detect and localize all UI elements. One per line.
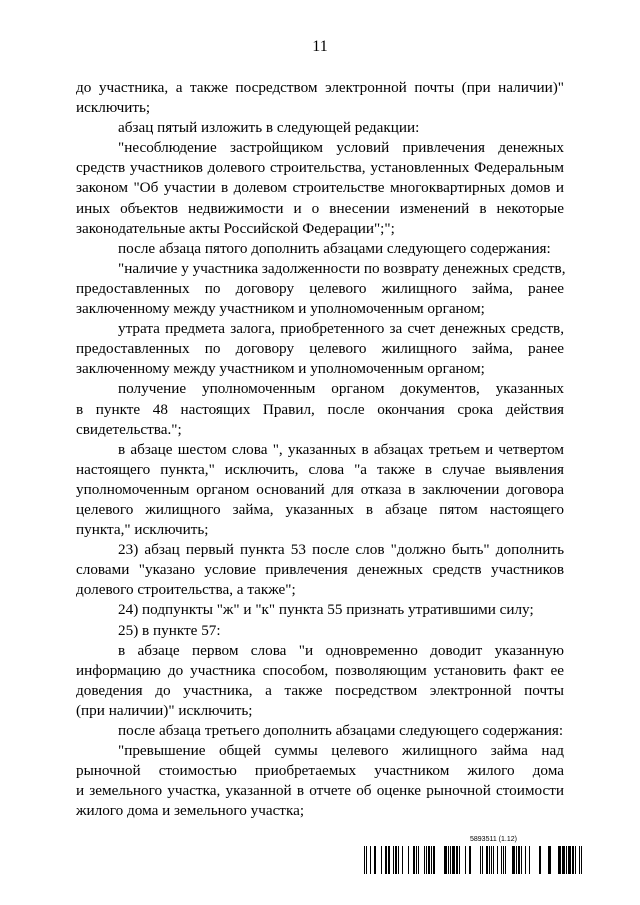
barcode-bar xyxy=(525,846,526,874)
text-line: исключить; xyxy=(76,99,151,117)
text-line: 24) подпункты "ж" и "к" пункта 55 признать утратившими силу; xyxy=(118,601,534,619)
text-line: пункта," исключить; xyxy=(76,521,209,539)
barcode-bar xyxy=(493,846,494,874)
text-line: доведения до участника, а также посредством электронной почты xyxy=(76,681,564,699)
barcode-bar xyxy=(568,846,571,874)
text-line: до участника, а также посредством электронной почты (при наличии)" xyxy=(76,79,564,96)
text-line: в пункте 48 настоящих Правил, после окончания срока действия xyxy=(76,400,564,418)
text-line: словами "указано условие привлечения денежных средств участников xyxy=(76,561,564,579)
text-line: получение уполномоченным органом документов, указанных xyxy=(118,380,564,398)
barcode-bar xyxy=(388,846,390,874)
text-line: предоставленных по договору целевого жилищного займа, ранее xyxy=(76,340,564,358)
barcode-bar xyxy=(581,846,582,874)
text-line: "превышение общей суммы целевого жилищного займа над xyxy=(118,742,564,760)
text-line: 25) в пункте 57: xyxy=(118,621,221,639)
barcode-bar xyxy=(575,846,576,874)
barcode-bar xyxy=(572,846,574,874)
text-line: рыночной стоимостью приобретаемых участником жилого дома xyxy=(76,762,564,780)
text-line: заключенному между участником и уполномоченным органом; xyxy=(76,300,485,318)
text-line: свидетельства."; xyxy=(76,420,182,438)
barcode-bar xyxy=(505,846,506,874)
barcode-bar xyxy=(465,846,466,874)
barcode-bar xyxy=(433,846,435,874)
barcode-bar xyxy=(521,846,522,874)
barcode-bar xyxy=(566,846,567,874)
barcode-bar xyxy=(497,846,498,874)
text-line: "наличие у участника задолженности по возврату денежных средств, xyxy=(118,259,566,277)
barcode-bar xyxy=(374,846,376,874)
barcode-bar xyxy=(459,846,460,874)
barcode-bar xyxy=(469,846,471,874)
barcode-bar xyxy=(381,846,382,874)
barcode-bar xyxy=(489,846,490,874)
barcode-bar xyxy=(398,846,399,874)
barcode-bar xyxy=(424,846,425,874)
text-line: средств участников долевого строительства, установленных Федеральным xyxy=(76,159,564,177)
text-line: иных объектов недвижимости и о внесении изменений в некоторые xyxy=(76,199,564,217)
barcode-bar xyxy=(370,846,371,874)
barcode-bar xyxy=(482,846,483,874)
barcode-bar xyxy=(512,846,515,874)
text-line: законом "Об участии в долевом строительстве многоквартирных домов и xyxy=(76,179,564,197)
barcode-bar xyxy=(539,846,541,874)
text-line: уполномоченным органом оснований для отказа в заключении договора xyxy=(76,480,564,498)
barcode-bar xyxy=(450,846,451,874)
barcode-bar xyxy=(395,846,397,874)
barcode-bar xyxy=(503,846,504,874)
barcode-bar xyxy=(385,846,387,874)
barcode-bar xyxy=(486,846,488,874)
text-line: "несоблюдение застройщиком условий привлечения денежных xyxy=(118,139,564,157)
barcode-bar xyxy=(416,846,417,874)
barcode-bar xyxy=(402,846,403,874)
text-line: 23) абзац первый пункта 53 после слов "должно быть" дополнить xyxy=(118,541,564,559)
barcode-bar xyxy=(562,846,565,874)
barcode-bar xyxy=(480,846,481,874)
text-line: (при наличии)" исключить; xyxy=(76,701,253,719)
barcode-bar xyxy=(413,846,415,874)
barcode-bar xyxy=(491,846,492,874)
barcode-bar xyxy=(393,846,394,874)
barcode-bar xyxy=(426,846,427,874)
page-number: 11 xyxy=(312,38,328,55)
text-line: утрата предмета залога, приобретенного за счет денежных средств, xyxy=(118,320,564,338)
text-line: долевого строительства, а также"; xyxy=(76,581,296,599)
barcode-image xyxy=(362,846,588,874)
barcode-bar xyxy=(418,846,419,874)
barcode-bar xyxy=(501,846,502,874)
barcode-number: 5893511 (1.12) xyxy=(470,836,517,843)
barcode-bar xyxy=(529,846,530,874)
text-line: после абзаца пятого дополнить абзацами следующего содержания: xyxy=(118,239,551,257)
barcode-bar xyxy=(364,846,365,874)
text-line: и земельного участка, указанной в отчете об оценке рыночной стоимости xyxy=(76,782,564,800)
text-line: заключенному между участником и уполномоченным органом; xyxy=(76,360,485,378)
text-line: информацию до участника способом, позволяющим установить факт ее xyxy=(76,661,564,679)
text-line: настоящего пункта," исключить, слова "а также в случае выявления xyxy=(76,460,564,478)
text-line: абзац пятый изложить в следующей редакции: xyxy=(118,119,420,137)
barcode-bar xyxy=(558,846,561,874)
text-line: законодательные акты Российской Федерации";"; xyxy=(76,219,395,237)
barcode-bar xyxy=(452,846,455,874)
barcode-bar xyxy=(448,846,449,874)
barcode-bar xyxy=(518,846,520,874)
text-line: после абзаца третьего дополнить абзацами следующего содержания: xyxy=(118,722,564,739)
text-line: в абзаце первом слова "и одновременно доводит указанную xyxy=(118,641,564,659)
barcode-bar xyxy=(428,846,430,874)
barcode-bar xyxy=(431,846,432,874)
barcode-bar xyxy=(579,846,580,874)
barcode-bar xyxy=(408,846,409,874)
text-line: предоставленных по договору целевого жилищного займа, ранее xyxy=(76,279,564,297)
document-body xyxy=(76,78,564,821)
barcode-bar xyxy=(366,846,367,874)
barcode-bar xyxy=(548,846,551,874)
text-line: целевого жилищного займа, указанных в абзаце пятом настоящего xyxy=(76,500,564,518)
text-line: в абзаце шестом слова ", указанных в абзацах третьем и четвертом xyxy=(118,440,564,458)
barcode-bar xyxy=(456,846,458,874)
barcode-bar xyxy=(516,846,517,874)
text-line: жилого дома и земельного участка; xyxy=(76,802,305,820)
barcode-bar xyxy=(444,846,447,874)
